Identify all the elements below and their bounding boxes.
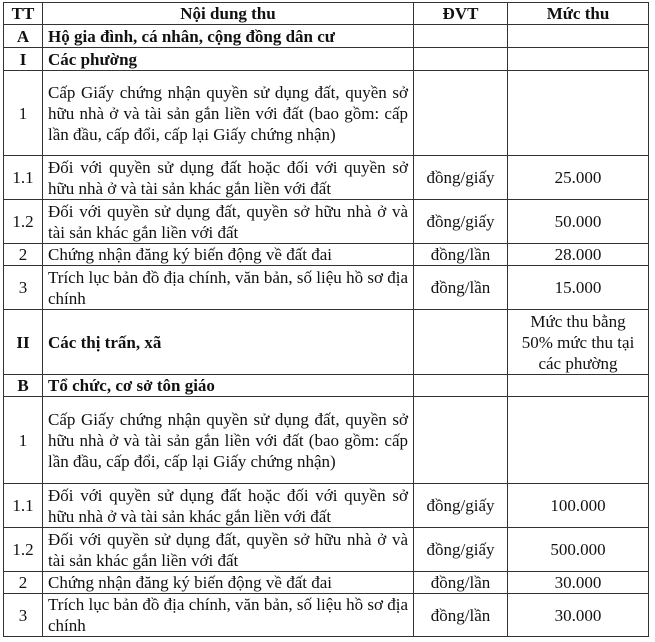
- header-rate: Mức thu: [508, 3, 649, 25]
- row-unit: [414, 48, 508, 71]
- row-unit: đồng/giấy: [414, 484, 508, 528]
- row-content: Đối với quyền sử dụng đất, quyền sở hữu nhà ở và tài sản khác gắn liền với đất: [43, 200, 414, 244]
- row-content: Hộ gia đình, cá nhân, cộng đồng dân cư: [43, 25, 414, 48]
- row-rate: 25.000: [508, 156, 649, 200]
- row-content: Chứng nhận đăng ký biến động về đất đai: [43, 244, 414, 266]
- row-rate: Mức thu bằng 50% mức thu tại các phường: [508, 310, 649, 375]
- row-content: Trích lục bản đồ địa chính, văn bản, số liệu hồ sơ địa chính: [43, 594, 414, 637]
- table-row: [4, 25, 649, 48]
- row-tt: 1.1: [4, 156, 43, 200]
- row-tt: 2: [4, 244, 43, 266]
- row-tt: 3: [4, 266, 43, 310]
- row-unit: đồng/giấy: [414, 528, 508, 572]
- row-content: Tổ chức, cơ sở tôn giáo: [43, 375, 414, 397]
- table-row: [4, 71, 649, 156]
- table-row: [4, 397, 649, 484]
- row-unit: [414, 310, 508, 375]
- row-content: Cấp Giấy chứng nhận quyền sử dụng đất, quyền sở hữu nhà ở và tài sản gắn liền với đất (bao gồm: cấp lần đầu, cấp đổi, cấp lại Giấy chứng nhận): [43, 71, 414, 156]
- row-unit: đồng/lần: [414, 266, 508, 310]
- row-rate: 30.000: [508, 572, 649, 594]
- row-rate: [508, 48, 649, 71]
- row-unit: đồng/lần: [414, 244, 508, 266]
- row-unit: [414, 25, 508, 48]
- row-tt: 1.2: [4, 200, 43, 244]
- row-rate: 100.000: [508, 484, 649, 528]
- header-unit: ĐVT: [414, 3, 508, 25]
- row-content: Trích lục bản đồ địa chính, văn bản, số liệu hồ sơ địa chính: [43, 266, 414, 310]
- table-row: [4, 484, 649, 528]
- row-rate: 15.000: [508, 266, 649, 310]
- row-rate: [508, 375, 649, 397]
- row-unit: đồng/giấy: [414, 156, 508, 200]
- row-unit: đồng/lần: [414, 572, 508, 594]
- row-content: Các phường: [43, 48, 414, 71]
- row-unit: đồng/giấy: [414, 200, 508, 244]
- row-rate: [508, 71, 649, 156]
- row-tt: I: [4, 48, 43, 71]
- table-row: [4, 594, 649, 637]
- row-tt: 3: [4, 594, 43, 637]
- row-tt: 2: [4, 572, 43, 594]
- header-tt: TT: [4, 3, 43, 25]
- row-rate: 50.000: [508, 200, 649, 244]
- table-row: [4, 528, 649, 572]
- row-tt: B: [4, 375, 43, 397]
- header-content: Nội dung thu: [43, 3, 414, 25]
- row-rate: 30.000: [508, 594, 649, 637]
- table-row: [4, 375, 649, 397]
- row-rate: [508, 397, 649, 484]
- row-content: Các thị trấn, xã: [43, 310, 414, 375]
- row-tt: 1: [4, 397, 43, 484]
- header-row: [4, 3, 649, 25]
- row-tt: A: [4, 25, 43, 48]
- row-tt: 1: [4, 71, 43, 156]
- table-row: [4, 266, 649, 310]
- row-tt: II: [4, 310, 43, 375]
- row-content: Đối với quyền sử dụng đất hoặc đối với quyền sở hữu nhà ở và tài sản khác gắn liền với đất: [43, 156, 414, 200]
- row-content: Đối với quyền sử dụng đất, quyền sở hữu nhà ở và tài sản khác gắn liền với đất: [43, 528, 414, 572]
- table-row: [4, 48, 649, 71]
- row-unit: [414, 71, 508, 156]
- row-content: Cấp Giấy chứng nhận quyền sử dụng đất, quyền sở hữu nhà ở và tài sản gắn liền với đất (bao gồm: cấp lần đầu, cấp đổi, cấp lại Giấy chứng nhận): [43, 397, 414, 484]
- row-content: Chứng nhận đăng ký biến động về đất đai: [43, 572, 414, 594]
- row-unit: [414, 375, 508, 397]
- fee-table: [3, 2, 649, 637]
- row-rate: [508, 25, 649, 48]
- table-row: [4, 200, 649, 244]
- table-row: [4, 244, 649, 266]
- row-tt: 1.1: [4, 484, 43, 528]
- row-unit: [414, 397, 508, 484]
- table-row: [4, 156, 649, 200]
- row-tt: 1.2: [4, 528, 43, 572]
- row-content: Đối với quyền sử dụng đất hoặc đối với quyền sở hữu nhà ở và tài sản khác gắn liền với đất: [43, 484, 414, 528]
- row-rate: 28.000: [508, 244, 649, 266]
- table-row: [4, 572, 649, 594]
- row-unit: đồng/lần: [414, 594, 508, 637]
- row-rate: 500.000: [508, 528, 649, 572]
- table-row: [4, 310, 649, 375]
